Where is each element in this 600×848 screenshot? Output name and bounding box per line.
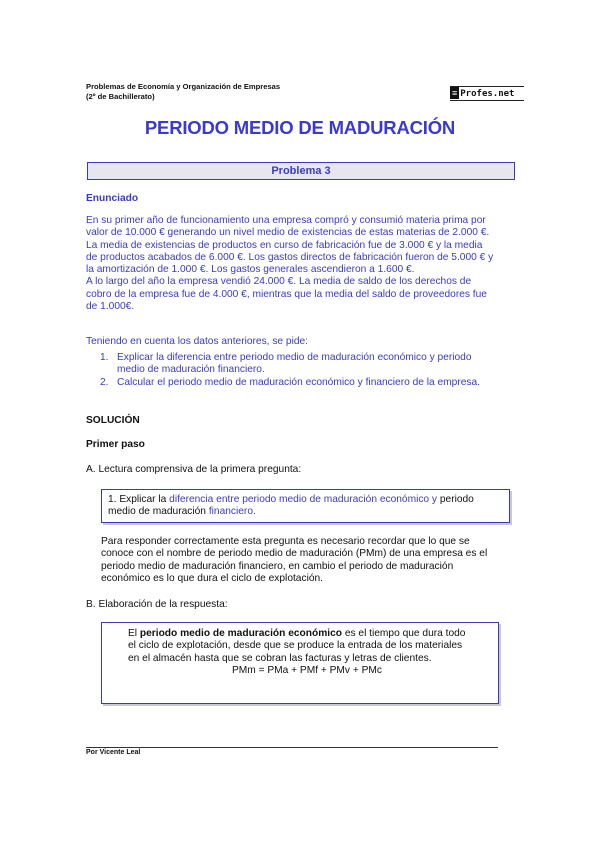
explanation-line: Para responder correctamente esta pregunta es necesario recordar que lo que se bbox=[101, 536, 470, 547]
answer-line bbox=[128, 628, 486, 640]
pmm-formula: PMm = PMa + PMf + PMv + PMc bbox=[231, 664, 383, 676]
section-b-label: B. Elaboración de la respuesta: bbox=[86, 599, 228, 610]
header-line-1: Problemas de Economía y Organización de Empresas bbox=[86, 82, 281, 91]
box-text: medio de maduración bbox=[108, 506, 209, 518]
box-highlight: diferencia entre periodo medio de maduración económico y bbox=[169, 494, 438, 505]
problem-label-bar: Problema 3 bbox=[87, 162, 515, 180]
logo-text: Profes.net bbox=[460, 89, 515, 99]
question-highlight-box bbox=[101, 489, 510, 523]
footer-author: Por Vicente Leal bbox=[86, 749, 141, 756]
explanation-line: económico es lo que dura el ciclo de explotación. bbox=[101, 572, 323, 584]
question-number: 2. bbox=[100, 376, 109, 388]
problem-statement bbox=[86, 215, 516, 313]
explanation-line: conoce con el nombre de periodo medio de maduración (PMm) de una empresa es el bbox=[101, 548, 488, 560]
statement-line: de productos acabados de 6.000 €. Los gastos directos de fabricación fueron de 5.000 € y bbox=[86, 251, 494, 263]
enunciado-heading: Enunciado bbox=[86, 193, 139, 204]
answer-text: es el tiempo que dura todo bbox=[341, 628, 466, 639]
statement-line: cobro de la empresa fue de 4.000 €, mientras que la media del saldo de proveedores fue bbox=[86, 288, 487, 300]
questions-prompt: Teniendo en cuenta los datos anteriores, se pide: bbox=[86, 336, 309, 347]
answer-line: en el almacén hasta que se cobran las facturas y letras de clientes. bbox=[128, 652, 432, 664]
document-header bbox=[86, 82, 280, 102]
statement-line: A lo largo del año la empresa vendió 24.000 €. La media de saldo de los derechos de bbox=[86, 276, 472, 288]
statement-line: de 1.000€. bbox=[86, 301, 135, 313]
header-line-2: (2º de Bachillerato) bbox=[86, 92, 155, 101]
solution-heading: SOLUCIÓN bbox=[86, 415, 140, 426]
statement-line: la amortización de 1.000 €. Los gastos generales ascendieron a 1.600 €. bbox=[86, 264, 415, 276]
profesnet-logo bbox=[450, 86, 524, 101]
footer-divider bbox=[86, 747, 498, 748]
box-line bbox=[108, 506, 503, 518]
answer-box bbox=[101, 622, 499, 704]
answer-line: el ciclo de explotación, desde que se produce la entrada de los materiales bbox=[128, 640, 463, 652]
questions-list bbox=[100, 352, 515, 389]
box-text: 1. Explicar la bbox=[108, 494, 170, 505]
statement-line: En su primer año de funcionamiento una empresa compró y consumió materia prima por bbox=[86, 215, 486, 226]
box-line bbox=[108, 494, 503, 506]
answer-text: El bbox=[128, 628, 140, 639]
box-text: periodo bbox=[437, 494, 474, 505]
explanation-line: periodo medio de maduración financiero, en cambio el periodo de maduración bbox=[101, 560, 454, 572]
question-item bbox=[100, 352, 515, 377]
question-item bbox=[100, 377, 515, 389]
answer-term: periodo medio de maduración económico bbox=[139, 628, 342, 639]
section-a-label: A. Lectura comprensiva de la primera pregunta: bbox=[86, 464, 302, 475]
question-text: medio de maduración financiero. bbox=[117, 364, 265, 376]
logo-mark-icon: ≡ bbox=[452, 88, 458, 98]
question-number: 1. bbox=[100, 352, 109, 363]
question-text: Calcular el periodo medio de maduración económico y financiero de la empresa. bbox=[117, 376, 480, 388]
question-text: Explicar la diferencia entre periodo medio de maduración económico y periodo bbox=[117, 352, 472, 363]
box-highlight: financiero. bbox=[208, 506, 256, 518]
step-heading: Primer paso bbox=[86, 439, 145, 450]
page-title: PERIODO MEDIO DE MADURACIÓN bbox=[144, 117, 456, 138]
explanation-paragraph bbox=[101, 536, 515, 585]
statement-line: La media de existencias de productos en curso de fabricación fue de 3.000 € y la media bbox=[86, 239, 483, 251]
statement-line: valor de 10.000 € generando un nivel medio de existencias de estas materias de 2.000 €. bbox=[86, 227, 490, 239]
